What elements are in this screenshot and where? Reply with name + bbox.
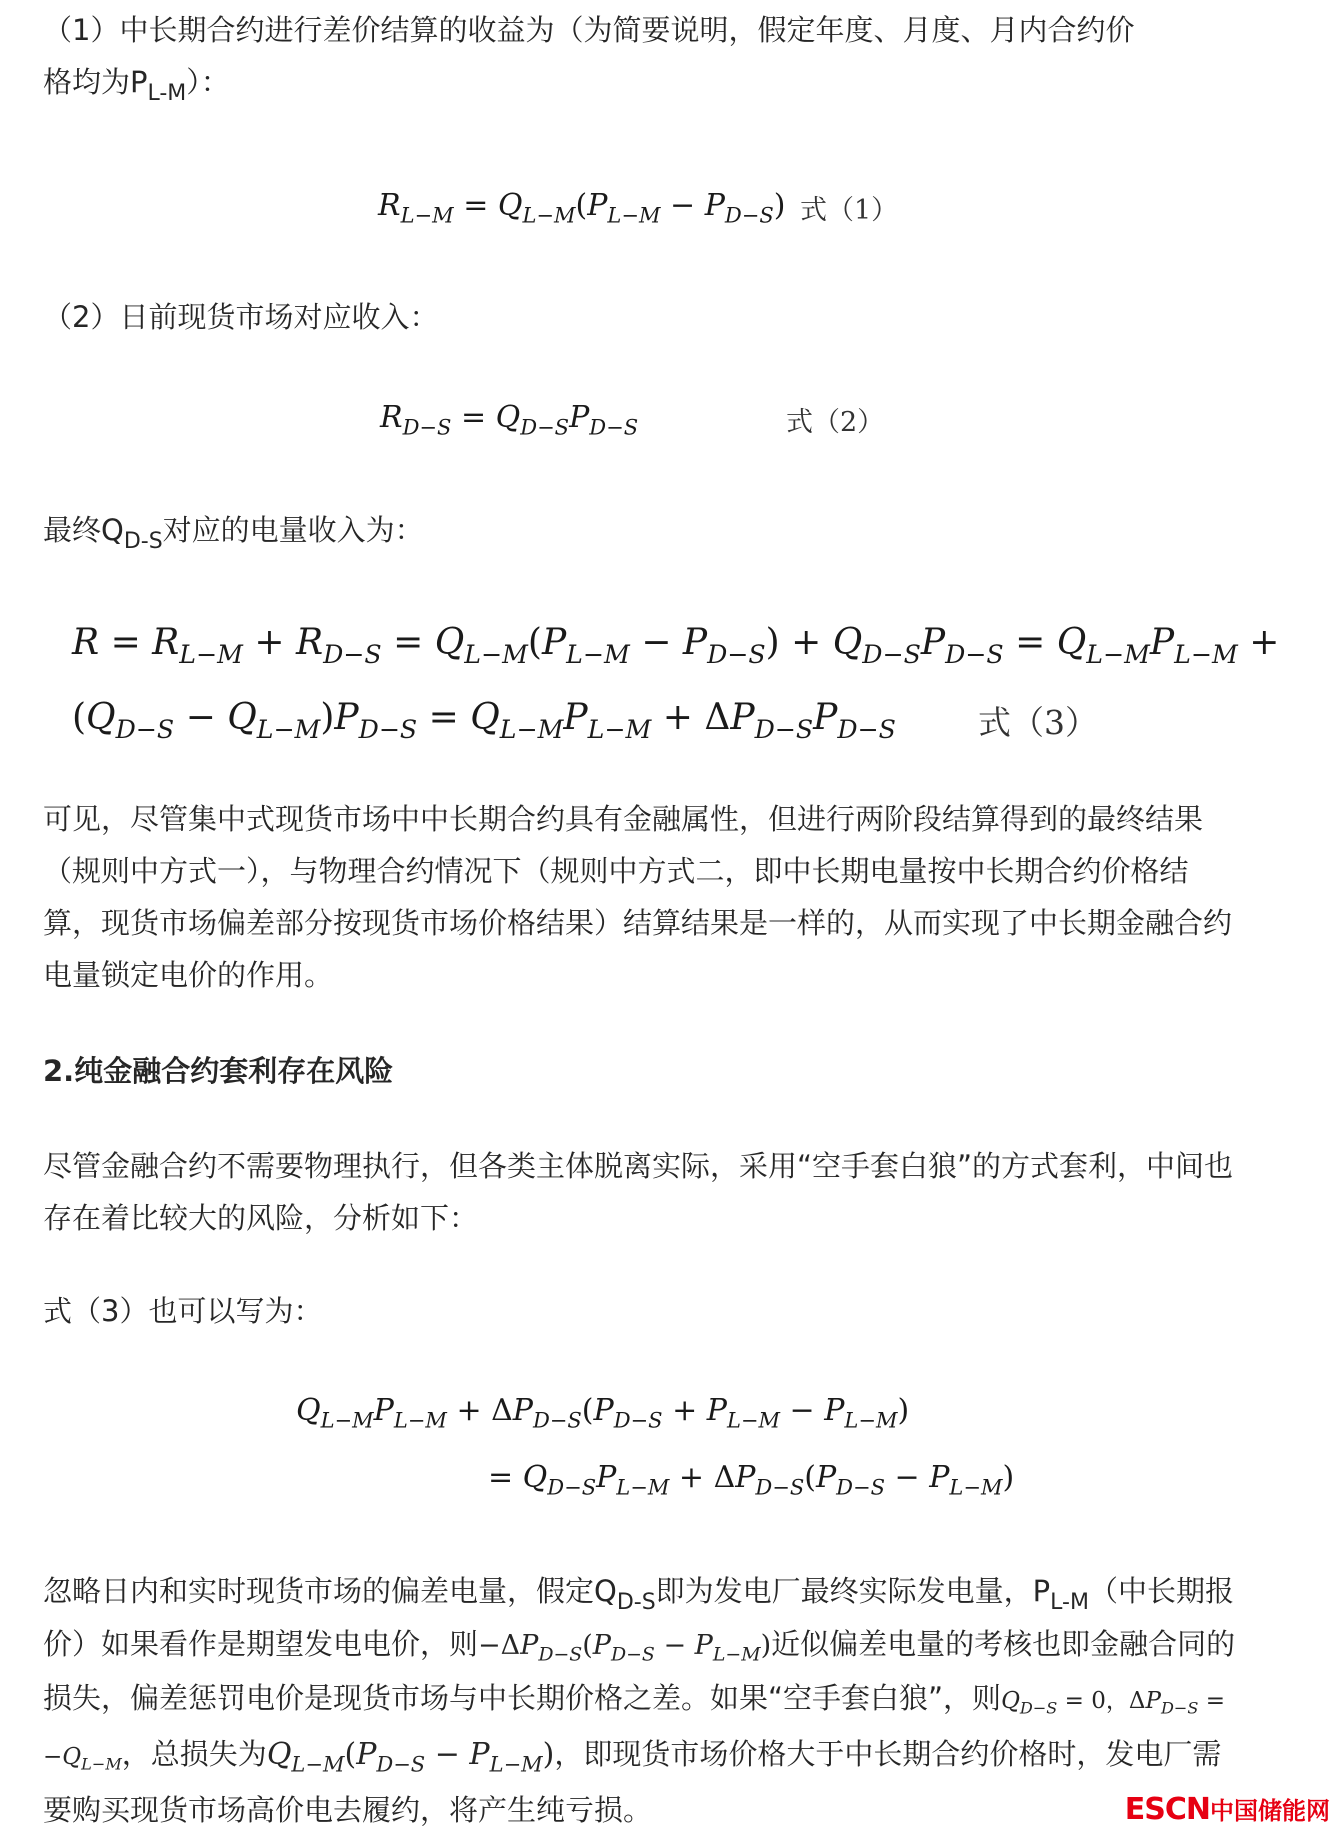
equation-3-tag: 式（3） xyxy=(978,703,1098,742)
equation-1-tag: 式（1） xyxy=(800,195,899,226)
paragraph-3: 最终$Q_{D-S}$对应的电量收入为： xyxy=(43,513,424,554)
inline-formula-loss: $Q_{L-M}(P_{D-S} - P_{L-M})$ xyxy=(266,1737,555,1777)
paragraph-2: （2）日前现货市场对应收入： xyxy=(43,300,439,334)
equation-3-line-2: $(Q_{D-S} - Q_{L-M})P_{D-S} = Q_{L-M}P_{L-M} + \Delta P_{D-S}P_{D-S}$ xyxy=(72,697,896,744)
paragraph-5: 尽管金融合约不需要物理执行，但各类主体脱离实际，采用“空手套白狼”的方式套利，中间也存在着比较大的风险，分析如下： xyxy=(43,1149,1234,1235)
equation-4-line-1: $Q_{L-M}P_{L-M} + \Delta P_{D-S}(P_{D-S} + P_{L-M} - P_{L-M})$ xyxy=(296,1393,910,1433)
inline-formula-deviation: $-\Delta P_{D-S}(P_{D-S} - P_{L-M})$ xyxy=(478,1630,772,1666)
paragraph-6: 式（3）也可以写为： xyxy=(43,1294,323,1328)
paragraph-4: 可见，尽管集中式现货市场中中长期合约具有金融属性，但进行两阶段结算得到的最终结果（规则中方式一），与物理合约情况下（规则中方式二，即中长期电量按中长期合约价格结算，现货市场偏差部分按现货市场价格结果）结算结果是一样的，从而实现了中长期金融合约电量锁定电价的作用。 xyxy=(43,802,1233,992)
equation-1: $R_{L-M} = Q_{L-M}(P_{L-M} - P_{D-S})$ xyxy=(378,188,786,228)
paragraph-1: （1）中长期合约进行差价结算的收益为（为简要说明，假定年度、月度、月内合约价 格均为$P_{L-M}$）： xyxy=(43,13,1135,106)
equation-4-line-2: = $Q_{D-S}P_{L-M} + \Delta P_{D-S}(P_{D-S} - P_{L-M})$ xyxy=(488,1460,1015,1500)
paragraph-7: 忽略日内和实时现货市场的偏差电量，假定$Q_{D-S}$即为发电厂最终实际发电量，$P_{L-M}$（中长期报价）如果看作是期望发电电价，则$-\Delta P_{D-S}(P_{D-S} - P_{L-M})$近似偏差电量的考核也即金融合同的损失，偏差惩罚电价是现货市场与中长期价格之差。如果“空手套白狼”，则$Q_{D-S} = 0$，$\Delta P_{D-S} = -Q_{L-M}$，总损失为$Q_{L-M}(P_{D-S} - P_{L-M})$，即现货市场价格大于中长期合约价格时，发电厂需要购买现货市场高价电去履约，将产生纯亏损。 xyxy=(43,1574,1236,1827)
inline-formula-zero: $Q_{D-S} = 0$，$\Delta P_{D-S} = -Q_{L-M}$ xyxy=(43,1688,1225,1774)
section-heading: 2.纯金融合约套利存在风险 xyxy=(43,1054,394,1088)
equation-3-line-1: $R = R_{L-M} + R_{D-S} = Q_{L-M}(P_{L-M} - P_{D-S}) + Q_{D-S}P_{D-S} = Q_{L-M}P_{L-M}$ + xyxy=(72,622,1280,669)
equation-2: $R_{D-S} = Q_{D-S}P_{D-S}$ xyxy=(380,400,639,440)
watermark-logo: ESCN中国储能网 xyxy=(1124,1792,1330,1827)
equation-2-tag: 式（2） xyxy=(786,407,885,438)
